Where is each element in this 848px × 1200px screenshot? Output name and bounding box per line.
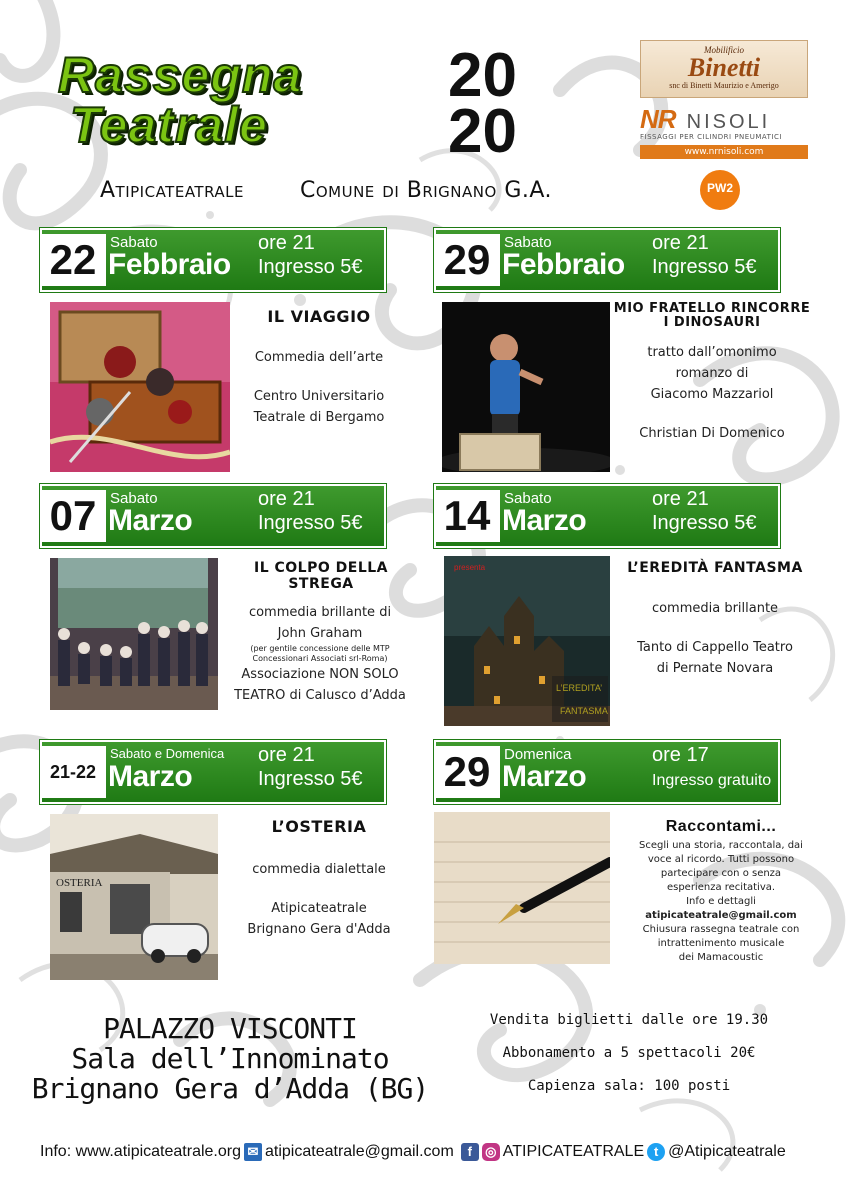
ticket-info <box>464 1012 794 1111</box>
footer-contacts <box>40 1140 830 1164</box>
event-time: ore 21 <box>652 488 709 510</box>
binetti-top: Mobilificio <box>704 45 744 55</box>
organizer-atipicateatrale: Atipicateatrale <box>100 178 244 203</box>
event-month: Marzo <box>108 760 193 793</box>
event-price: Ingresso 5€ <box>652 256 757 278</box>
title-rassegna: Rassegna <box>58 47 303 103</box>
event-line: Associazione NON SOLO <box>241 667 399 682</box>
event-title: IL VIAGGIO <box>267 307 371 326</box>
sponsor-nisoli-logo <box>640 104 808 160</box>
event-time: ore 21 <box>258 232 315 254</box>
ticket-sale-time: Vendita biglietti dalle ore 19.30 <box>489 1012 769 1028</box>
event-time: ore 17 <box>652 744 709 766</box>
event-description <box>226 818 412 940</box>
organizer-comune: Comune di Brignano G.A. <box>300 178 553 203</box>
footer-social-handle[interactable]: ATIPICATEATRALE <box>502 1143 645 1160</box>
event-line: John Graham <box>277 626 363 641</box>
nisoli-sub: FISSAGGI PER CILINDRI PNEUMATICI <box>640 133 782 141</box>
event-day: 29 <box>434 746 500 798</box>
fountain-pen-illustration <box>434 812 610 964</box>
event-poster-castle <box>444 556 610 726</box>
event-line: TEATRO di Calusco d’Adda <box>234 688 406 703</box>
instagram-icon[interactable]: ◎ <box>482 1143 500 1161</box>
poster-presenta-text: presenta <box>454 563 486 572</box>
event-header <box>40 740 386 804</box>
event-line: Info e dettagli <box>686 896 756 907</box>
event-photo-suitcase <box>50 302 230 472</box>
event-line: partecipare con o senza <box>660 868 782 879</box>
event-line: commedia brillante di <box>248 605 392 620</box>
event-line: Centro Universitario <box>253 389 385 404</box>
event-header <box>40 484 386 548</box>
event-title: L’EREDITÀ FANTASMA <box>627 560 803 576</box>
event-description <box>612 302 812 444</box>
event-price: Ingresso gratuito <box>652 772 772 789</box>
title-teatrale: Teatrale <box>70 97 268 153</box>
nisoli-url: www.nrnisoli.com <box>640 145 808 159</box>
event-line: Tanto di Cappello Teatro <box>637 640 793 655</box>
event-price: Ingresso 5€ <box>652 512 757 534</box>
event-title: IL COLPO DELLA STREGA <box>254 560 388 592</box>
title-year-top: 20 <box>448 41 517 110</box>
event-line: intrattenimento musicale <box>657 938 785 949</box>
event-weekday: Sabato <box>110 234 158 251</box>
event-header <box>40 228 386 292</box>
event-line: commedia brillante <box>651 601 779 616</box>
event-title: MIO FRATELLO RINCORRE I DINOSAURI <box>613 301 811 330</box>
event-photo-actor <box>442 302 610 472</box>
event-line: Giacomo Mazzariol <box>650 387 774 402</box>
event-day: 14 <box>434 490 500 542</box>
event-note: (per gentile concessione delle MTP <box>250 644 390 653</box>
venue-room: Sala dell’Innominato <box>71 1042 389 1075</box>
event-photo-osteria <box>50 814 218 980</box>
event-title: Raccontami... <box>665 818 777 835</box>
event-day: 29 <box>434 234 500 286</box>
event-line: voce al ricordo. Tutti possono <box>647 854 795 865</box>
event-day: 07 <box>40 490 106 542</box>
event-line: esperienza recitativa. <box>666 882 776 893</box>
event-photo-pen <box>434 812 610 964</box>
footer-twitter[interactable]: @Atipicateatrale <box>668 1143 786 1160</box>
hall-capacity: Capienza sala: 100 posti <box>527 1078 731 1094</box>
event-time: ore 21 <box>652 232 709 254</box>
event-title: L’OSTERIA <box>271 817 367 836</box>
event-line: commedia dialettale <box>252 862 386 877</box>
sponsor-binetti-logo <box>640 40 808 98</box>
event-weekday: Sabato <box>504 234 552 251</box>
event-day: 22 <box>40 234 106 286</box>
event-line: romanzo di <box>675 366 749 381</box>
email-icon: ✉ <box>244 1143 262 1161</box>
event-line: Scegli una storia, raccontala, dai <box>639 840 803 851</box>
event-month: Marzo <box>108 504 193 537</box>
event-weekday: Sabato e Domenica <box>110 746 225 761</box>
subscription-price: Abbonamento a 5 spettacoli 20€ <box>502 1045 756 1061</box>
event-header <box>434 740 780 804</box>
event-description <box>614 818 828 965</box>
osteria-sign-text: OSTERIA <box>56 877 103 889</box>
event-email: atipicateatrale@gmail.com <box>645 910 797 921</box>
castle-poster-illustration <box>444 556 610 726</box>
event-month: Marzo <box>502 504 587 537</box>
event-weekday: Sabato <box>504 490 552 507</box>
event-month: Febbraio <box>502 248 625 281</box>
event-description <box>234 308 404 428</box>
event-line: Chiusura rassegna teatrale con <box>642 924 800 935</box>
event-header <box>434 228 780 292</box>
event-line: tratto dall’omonimo <box>647 345 777 360</box>
event-description <box>224 560 416 706</box>
event-line: Brignano Gera d'Adda <box>247 922 391 937</box>
poster-title-line1: L’EREDITA’ <box>556 683 603 693</box>
venue-block <box>30 1014 430 1104</box>
event-price: Ingresso 5€ <box>258 256 363 278</box>
binetti-sub: snc di Binetti Maurizio e Amerigo <box>669 81 779 90</box>
title-year-bottom: 20 <box>448 97 517 166</box>
event-month: Marzo <box>502 760 587 793</box>
suitcase-photo-illustration <box>50 302 230 472</box>
footer-website[interactable]: Info: www.atipicateatrale.org <box>40 1143 241 1160</box>
event-price: Ingresso 5€ <box>258 768 363 790</box>
osteria-photo-illustration <box>50 814 218 980</box>
nisoli-mark: NR <box>640 104 676 134</box>
event-line: Christian Di Domenico <box>639 426 785 441</box>
event-time: ore 21 <box>258 488 315 510</box>
facebook-icon[interactable]: f <box>461 1143 479 1161</box>
footer-email[interactable]: atipicateatrale@gmail.com <box>265 1143 454 1160</box>
event-month: Febbraio <box>108 248 231 281</box>
event-line: dei Mamacoustic <box>678 952 764 963</box>
event-weekday: Domenica <box>504 746 572 763</box>
event-photo-cast <box>50 558 218 710</box>
event-line: Atipicateatrale <box>271 901 367 916</box>
cast-photo-illustration <box>50 558 218 710</box>
event-header <box>434 484 780 548</box>
nisoli-name: NISOLI <box>686 111 771 133</box>
event-line: Teatrale di Bergamo <box>253 410 385 425</box>
binetti-name: Binetti <box>687 53 761 82</box>
sponsor-pw2-logo: PW2 <box>700 170 740 210</box>
event-line: Commedia dell’arte <box>254 350 384 365</box>
event-day: 21-22 <box>40 746 106 798</box>
poster-title-line2: FANTASMA <box>560 706 608 716</box>
twitter-icon[interactable]: t <box>647 1143 665 1161</box>
venue-name: PALAZZO VISCONTI <box>103 1012 357 1045</box>
event-weekday: Sabato <box>110 490 158 507</box>
event-line: di Pernate Novara <box>656 661 774 676</box>
event-price: Ingresso 5€ <box>258 512 363 534</box>
venue-town: Brignano Gera d’Adda (BG) <box>31 1072 429 1105</box>
event-time: ore 21 <box>258 744 315 766</box>
actor-photo-illustration <box>442 302 610 472</box>
event-note: Concessionari Associati srl-Roma) <box>252 654 388 663</box>
event-description <box>618 560 812 679</box>
